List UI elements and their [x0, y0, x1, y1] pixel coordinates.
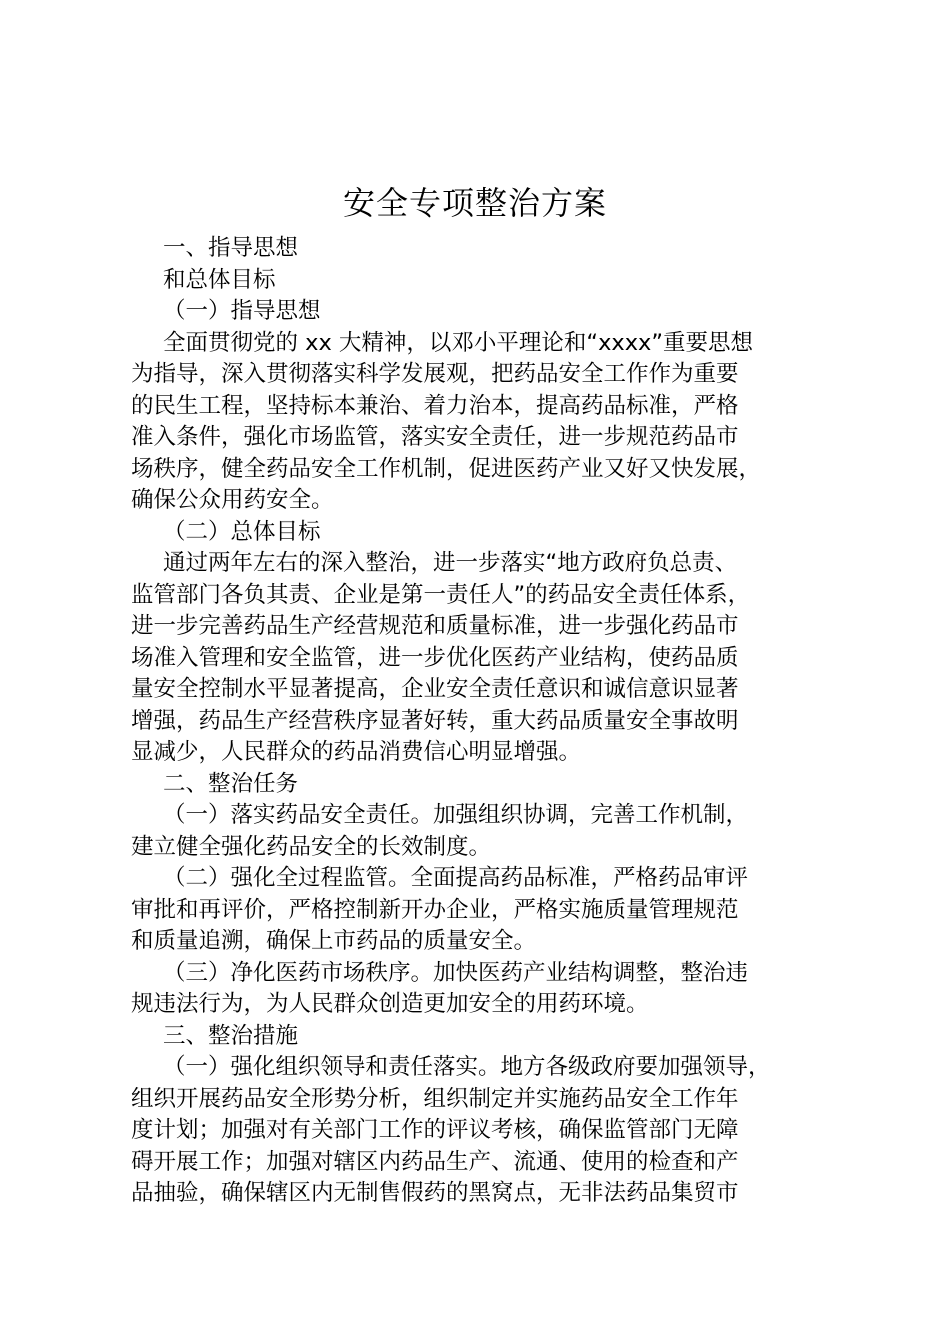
body-text-line: 准入条件，强化市场监管，落实安全责任，进一步规范药品市	[131, 424, 739, 450]
body-text-line: （二）总体目标	[163, 518, 321, 545]
body-text-line: 通过两年左右的深入整治，进一步落实“地方政府负总责、	[163, 550, 738, 576]
document-body	[131, 233, 831, 1210]
body-text-line: 一、指导思想	[163, 235, 299, 261]
body-text-line: 规违法行为，为人民群众创造更加安全的用药环境。	[131, 991, 649, 1017]
body-text-line: 组织开展药品安全形势分析，组织制定并实施药品安全工作年	[131, 1085, 739, 1112]
body-text-line: 和总体目标	[163, 266, 276, 293]
body-text-line: 二、整治任务	[163, 770, 299, 797]
body-text-line: 三、整治措施	[163, 1022, 299, 1049]
body-text-line: （一）指导思想	[163, 298, 321, 324]
document-title: 安全专项整治方案	[342, 184, 607, 222]
body-text-line: 场秩序，健全药品安全工作机制，促进医药产业又好又快发展，	[131, 455, 762, 482]
body-text-line: 显减少，人民群众的药品消费信心明显增强。	[131, 739, 582, 765]
body-text-line: 品抽验，确保辖区内无制售假药的黑窝点，无非法药品集贸市	[131, 1180, 739, 1206]
body-text-line: 和质量追溯，确保上市药品的质量安全。	[131, 928, 537, 954]
body-text-line: 确保公众用药安全。	[131, 487, 334, 513]
body-text-line: 度计划；加强对有关部门工作的评议考核，确保监管部门无障	[131, 1117, 739, 1143]
body-text-line: 全面贯彻党的 xx 大精神，以邓小平理论和“xxxx”重要思想	[163, 329, 754, 356]
body-text-line: 增强，药品生产经营秩序显著好转，重大药品质量安全事故明	[131, 707, 739, 734]
body-text-line: 量安全控制水平显著提高，企业安全责任意识和诚信意识显著	[131, 676, 739, 702]
body-text-line: （三）净化医药市场秩序。加快医药产业结构调整，整治违	[163, 959, 749, 986]
body-text-line: 为指导，深入贯彻落实科学发展观，把药品安全工作作为重要	[131, 361, 739, 387]
body-text-line: 碍开展工作；加强对辖区内药品生产、流通、使用的检查和产	[131, 1148, 739, 1175]
body-text-line: （一）强化组织领导和责任落实。地方各级政府要加强领导，	[163, 1054, 771, 1080]
body-text-line: 监管部门各负其责、企业是第一责任人”的药品安全责任体系，	[131, 581, 751, 608]
body-text-line: 的民生工程，坚持标本兼治、着力治本，提高药品标准，严格	[131, 392, 739, 419]
body-text-line: 建立健全强化药品安全的长效制度。	[131, 833, 492, 860]
body-text-line: 场准入管理和安全监管，进一步优化医药产业结构，使药品质	[131, 644, 739, 671]
body-text-line: 审批和再评价，严格控制新开办企业，严格实施质量管理规范	[131, 896, 739, 923]
body-text-line: 进一步完善药品生产经营规范和质量标准，进一步强化药品市	[131, 613, 739, 639]
body-text-line: （二）强化全过程监管。全面提高药品标准，严格药品审评	[163, 865, 749, 891]
body-text-line: （一）落实药品安全责任。加强组织协调，完善工作机制，	[163, 802, 749, 828]
